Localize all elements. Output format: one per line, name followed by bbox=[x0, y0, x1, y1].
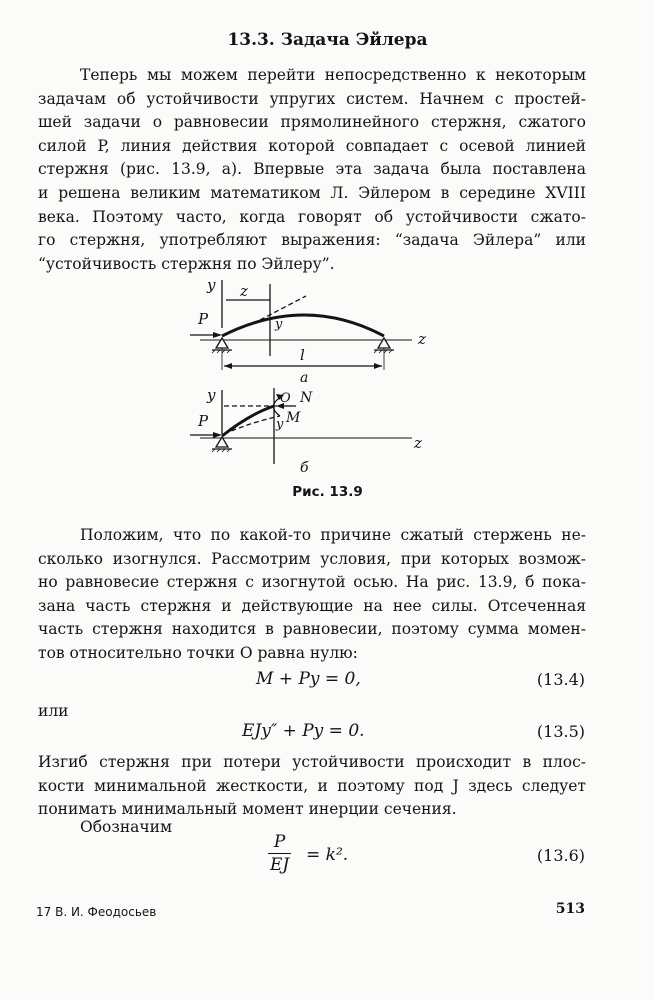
label-p-b: P bbox=[198, 412, 209, 430]
equation-number-13-6: (13.6) bbox=[536, 846, 585, 865]
denote-word: Обозначим bbox=[80, 818, 173, 836]
figure-13-9 bbox=[180, 276, 440, 476]
label-m-b: M bbox=[286, 410, 301, 426]
pin-support-b bbox=[216, 437, 228, 447]
label-l-a: l bbox=[300, 346, 305, 364]
text-line: часть стержня находится в равновесии, поэтому сумма момен- bbox=[38, 620, 586, 639]
equation-13-5: EJy″ + Py = 0. bbox=[242, 721, 365, 741]
label-y-mark-b: y bbox=[276, 417, 284, 432]
label-p-a: P bbox=[198, 310, 209, 328]
pin-support-a bbox=[216, 338, 228, 348]
intro-paragraph bbox=[38, 64, 586, 276]
page-number: 513 bbox=[555, 901, 585, 917]
text-line: понимать минимальный момент инерции сечения. bbox=[38, 800, 457, 819]
bent-segment-b bbox=[222, 406, 274, 436]
bent-beam-a bbox=[222, 315, 384, 336]
or-word: или bbox=[38, 702, 69, 720]
text-line: века. Поэтому часто, когда говорят об устойчивости сжато- bbox=[38, 207, 586, 226]
text-line: кости минимальной жесткости, и поэтому под J здесь следует bbox=[38, 776, 586, 795]
fraction-denominator: EJ bbox=[270, 855, 290, 875]
equation-13-6-fraction bbox=[268, 832, 291, 875]
equation-13-4: M + Py = 0, bbox=[256, 669, 361, 689]
text-line: Положим, что по какой-то причине сжатый стержень не- bbox=[80, 526, 586, 544]
fraction-numerator: P bbox=[273, 832, 286, 852]
equation-13-6-rhs: = k². bbox=[306, 845, 349, 865]
label-z-top-a: z bbox=[240, 282, 248, 300]
label-sub-b: б bbox=[300, 460, 309, 476]
text-line: зана часть стержня и действующие на нее силы. Отсеченная bbox=[38, 596, 586, 615]
label-n-b: N bbox=[300, 390, 313, 406]
fraction-bar bbox=[268, 853, 291, 854]
footer-signature: 17 В. И. Феодосьев bbox=[36, 905, 157, 919]
section-title: 13.3. Задача Эйлера bbox=[227, 30, 428, 50]
text-line: сколько изогнулся. Рассмотрим условия, при которых возмож- bbox=[38, 549, 586, 568]
text-line: Теперь мы можем перейти непосредственно к некоторым bbox=[80, 66, 586, 84]
roller-support-a bbox=[378, 338, 390, 348]
figure-caption: Рис. 13.9 bbox=[292, 484, 363, 500]
text-line: шей задачи о равновесии прямолинейного стержня, сжатого bbox=[38, 113, 586, 132]
text-line: задачам об устойчивости упругих систем. Начнем с простей- bbox=[38, 89, 586, 108]
text-line: силой P, линия действия которой совпадает с осевой линией bbox=[38, 136, 586, 155]
text-line: и решена великим математиком Л. Эйлером в середине XVIII bbox=[38, 183, 586, 202]
label-y-b: y bbox=[207, 386, 216, 404]
label-sub-a: a bbox=[300, 370, 309, 386]
text-line: Изгиб стержня при потери устойчивости происходит в плос- bbox=[38, 753, 586, 771]
text-line: но равновесие стержня с изогнутой осью. На рис. 13.9, б пока- bbox=[38, 573, 586, 592]
label-z-axis-b: z bbox=[414, 434, 422, 452]
text-line: стержня (рис. 13.9, a). Впервые эта задача была поставлена bbox=[38, 160, 586, 179]
label-z-axis-a: z bbox=[418, 330, 426, 348]
equation-number-13-5: (13.5) bbox=[536, 722, 585, 741]
label-o-b: O bbox=[280, 391, 291, 406]
text-line: тов относительно точки O равна нулю: bbox=[38, 643, 358, 662]
second-paragraph bbox=[38, 524, 586, 666]
label-y-mark-a: y bbox=[275, 317, 283, 332]
label-y-a: y bbox=[207, 276, 216, 294]
text-line: “устойчивость стержня по Эйлеру”. bbox=[38, 254, 335, 273]
third-paragraph bbox=[38, 751, 586, 822]
text-line: го стержня, употребляют выражения: “задача Эйлера” или bbox=[38, 231, 586, 250]
equation-number-13-4: (13.4) bbox=[536, 670, 585, 689]
